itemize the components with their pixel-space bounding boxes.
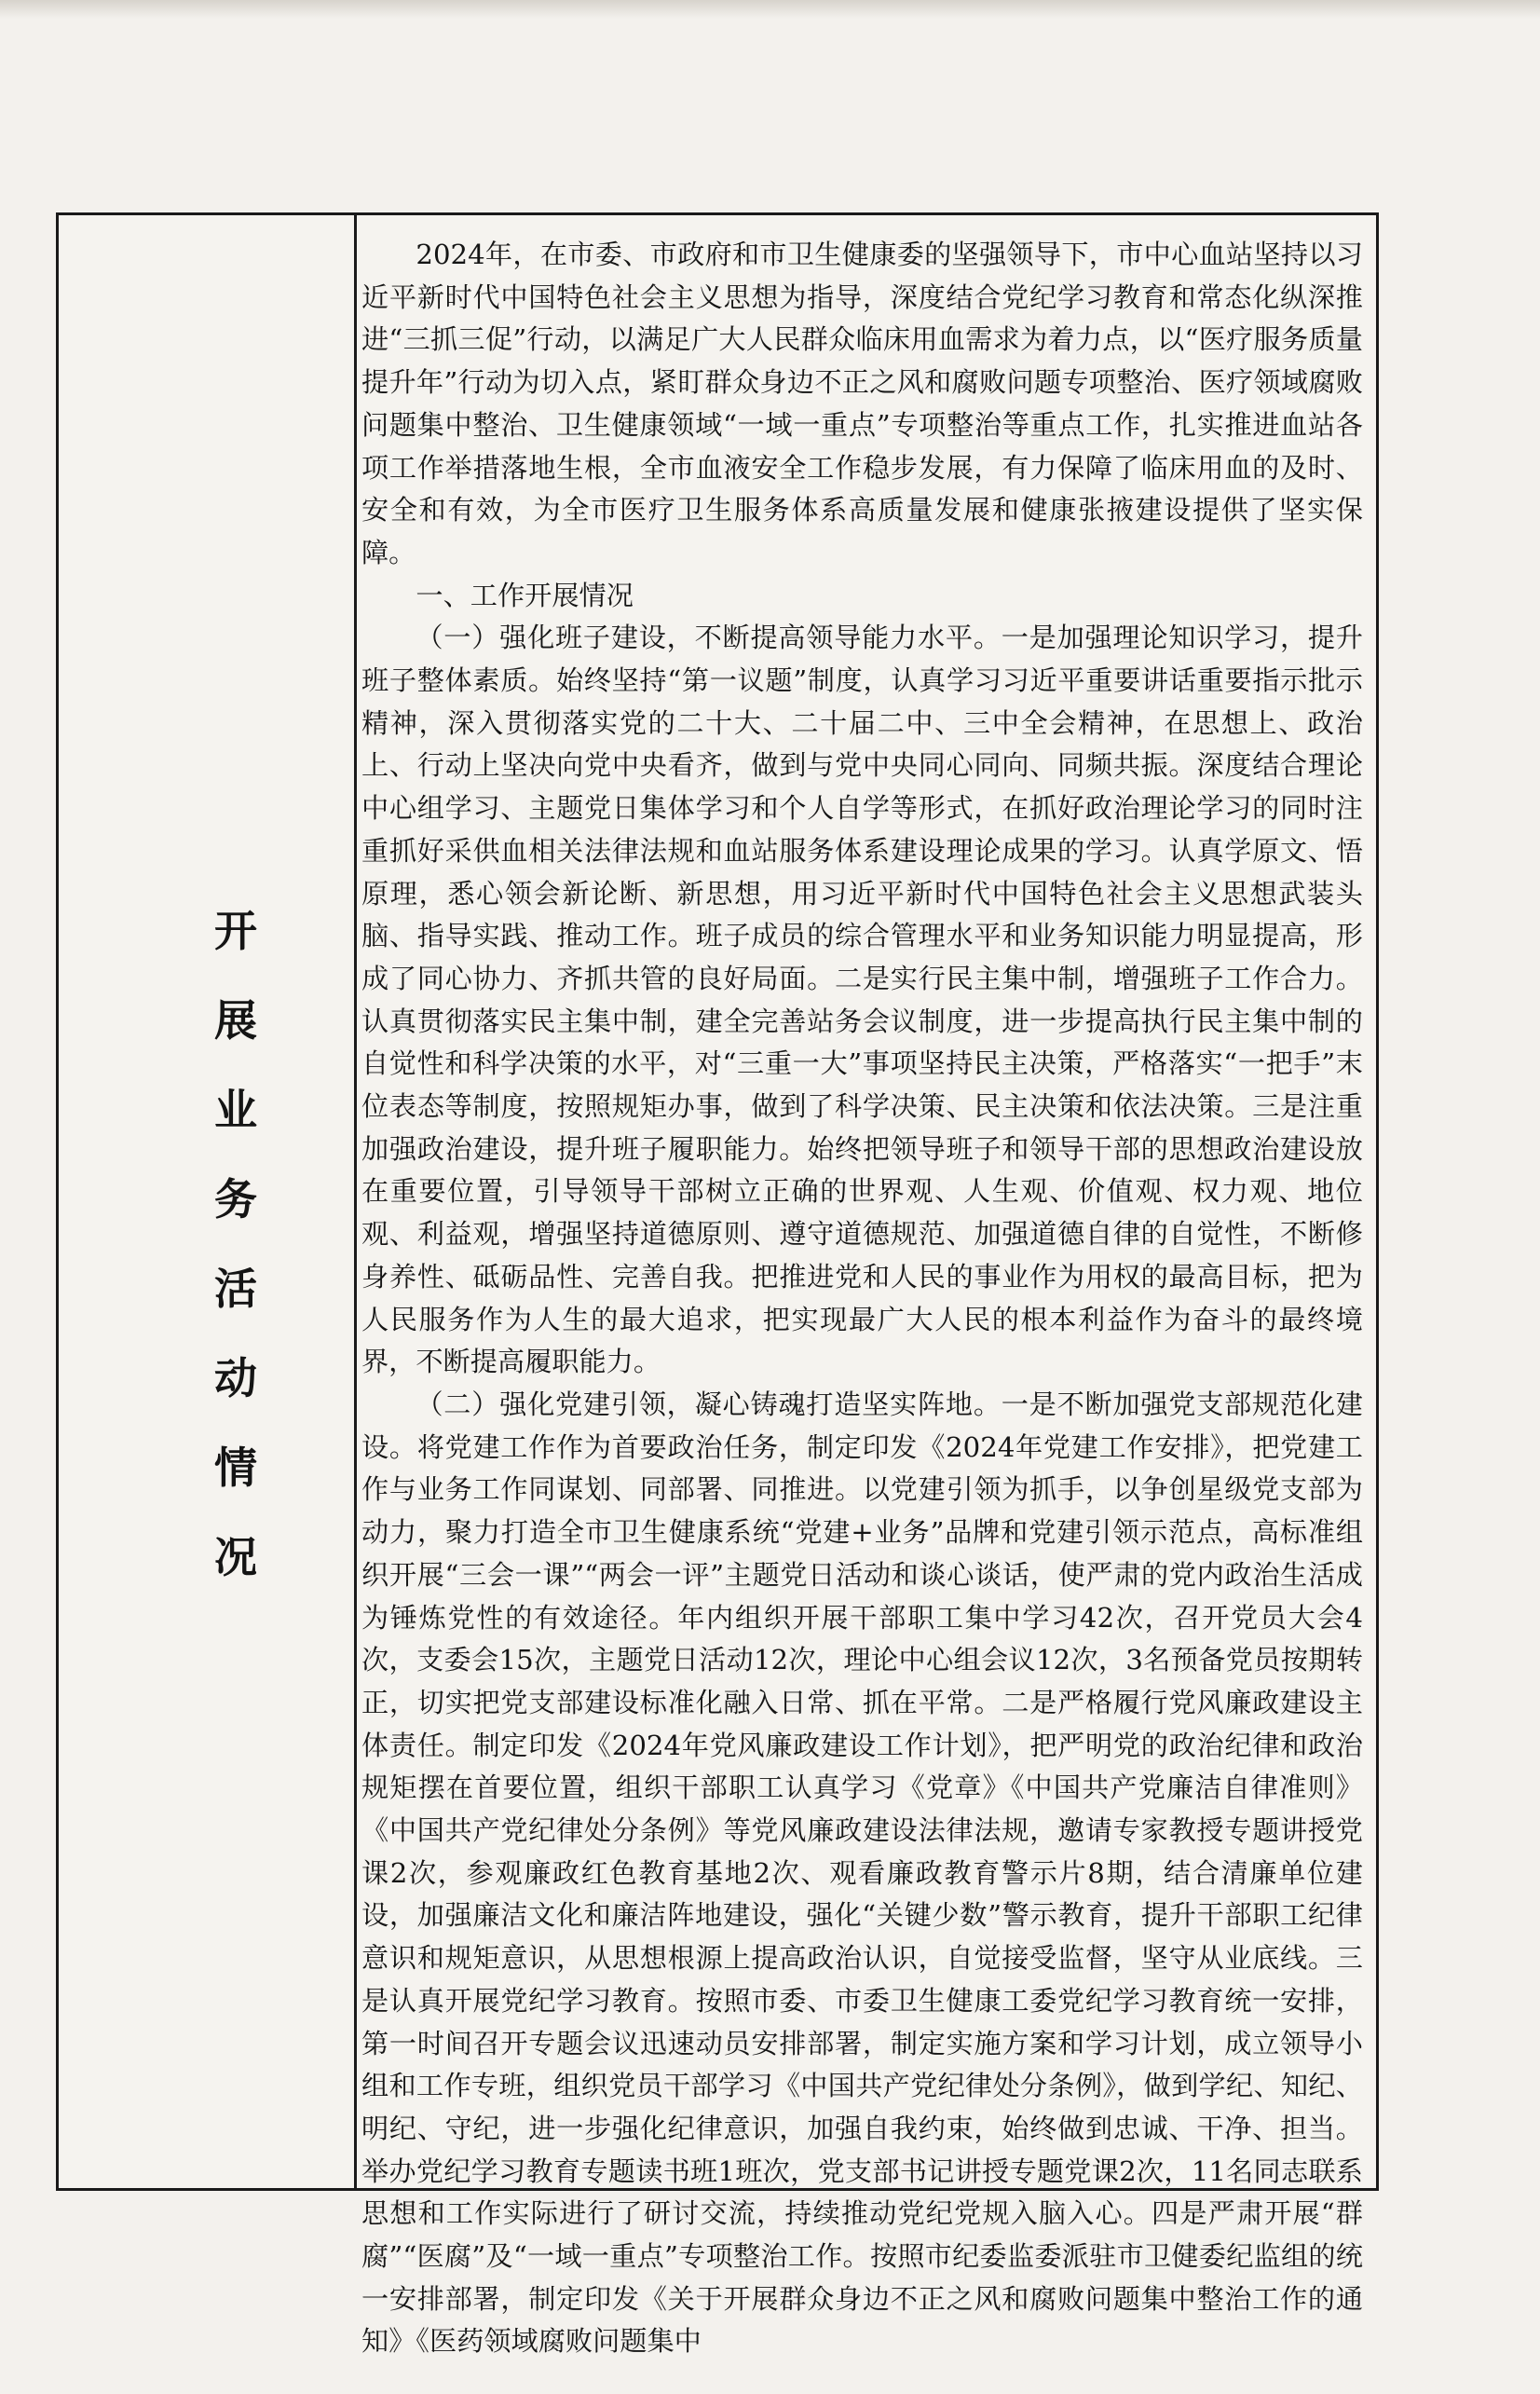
sidebar-title-char: 展 (214, 995, 257, 1046)
sidebar-title-char: 务 (214, 1174, 257, 1224)
section-heading: 一、工作开展情况 (416, 579, 634, 611)
sidebar-vertical-title (198, 886, 273, 1602)
paragraph-party-building: （二）强化党建引领，凝心铸魂打造坚实阵地。一是不断加强党支部规范化建设。将党建工作作为首要政治任务，制定印发《2024年党建工作安排》，把党建工作与业务工作同谋划、同部署、同推进。以党建引领为抓手，以争创星级党支部为动力，聚力打造全市卫生健康系统“党建+业务”品牌和党建引领示范点，高标准组织开展“三会一课”“两会一评”主题党日活动和谈心谈话，使严肃的党内政治生活成为锤炼党性的有效途径。年内组织开展干部职工集中学习42次，召开党员大会4次，支委会15次，主题党日活动12次，理论中心组会议12次，3名预备党员按期转正，切实把党支部建设标准化融入日常、抓在平常。二是严格履行党风廉政建设主体责任。制定印发《2024年党风廉政建设工作计划》，把严明党的政治纪律和政治规矩摆在首要位置，组织干部职工认真学习《党章》《中国共产党廉洁自律准则》《中国共产党纪律处分条例》等党风廉政建设法律法规，邀请专家教授专题讲授党课2次，参观廉政红色教育基地2次、观看廉政教育警示片8期，结合清廉单位建设，加强廉洁文化和廉洁阵地建设，强化“关键少数”警示教育，提升干部职工纪律意识和规矩意识，从思想根源上提高政治认识，自觉接受监督，坚守从业底线。三是认真开展党纪学习教育。按照市委、市委卫生健康工委党纪学习教育统一安排，第一时间召开专题会议迅速动员安排部署，制定实施方案和学习计划，成立领导小组和工作专班，组织党员干部学习《中国共产党纪律处分条例》，做到学纪、知纪、明纪、守纪，进一步强化纪律意识，加强自我约束，始终做到忠诚、干净、担当。举办党纪学习教育专题读书班1班次，党支部书记讲授专题党课2次，11名同志联系思想和工作实际进行了研讨交流，持续推动党纪党规入脑入心。四是严肃开展“群腐”“医腐”及“一域一重点”专项整治工作。按照市纪委监委派驻市卫健委纪监组的统一安排部署，制定印发《关于开展群众身边不正之风和腐败问题集中整治工作的通知》《医药领域腐败问题集中 (361, 1388, 1364, 2358)
sidebar-title-char: 况 (214, 1532, 257, 1582)
sidebar-title-char: 情 (214, 1443, 257, 1493)
sidebar-title-char: 开 (214, 906, 257, 956)
sidebar-title-char: 动 (214, 1353, 257, 1403)
paragraph-team-building: （一）强化班子建设，不断提高领导能力水平。一是加强理论知识学习，提升班子整体素质。始终坚持“第一议题”制度，认真学习习近平重要讲话重要指示批示精神，深入贯彻落实党的二十大、二十届二中、三中全会精神，在思想上、政治上、行动上坚决向党中央看齐，做到与党中央同心同向、同频共振。深度结合理论中心组学习、主题党日集体学习和个人自学等形式，在抓好政治理论学习的同时注重抓好采供血相关法律法规和血站服务体系建设理论成果的学习。认真学原文、悟原理，悉心领会新论断、新思想，用习近平新时代中国特色社会主义思想武装头脑、指导实践、推动工作。班子成员的综合管理水平和业务知识能力明显提高，形成了同心协力、齐抓共管的良好局面。二是实行民主集中制，增强班子工作合力。认真贯彻落实民主集中制，建全完善站务会议制度，进一步提高执行民主集中制的自觉性和科学决策的水平，对“三重一大”事项坚持民主决策，严格落实“一把手”末位表态等制度，按照规矩办事，做到了科学决策、民主决策和依法决策。三是注重加强政治建设，提升班子履职能力。始终把领导班子和领导干部的思想政治建设放在重要位置，引导领导干部树立正确的世界观、人生观、价值观、权力观、地位观、利益观，增强坚持道德原则、遵守道德规范、加强道德自律的自觉性，不断修身养性、砥砺品性、完善自我。把推进党和人民的事业作为用权的最高目标，把为人民服务作为人生的最大追求，把实现最广大人民的根本利益作为奋斗的最终境界，不断提高履职能力。 (361, 622, 1363, 1378)
sidebar-column (59, 215, 357, 2188)
report-table-frame (56, 212, 1379, 2358)
intro-paragraph: 2024年，在市委、市政府和市卫生健康委的坚强领导下，市中心血站坚持以习近平新时代中国特色社会主义思想为指导，深度结合党纪学习教育和常态化纵深推进“三抓三促”行动，以满足广大人民群众临床用血需求为着力点，以“医疗服务质量提升年”行动为切入点，紧盯群众身边不正之风和腐败问题专项整治、医疗领域腐败问题集中整治、卫生健康领域“一域一重点”专项整治等重点工作，扎实推进血站各项工作举措落地生根，全市血液安全工作稳步发展，有力保障了临床用血的及时、安全和有效，为全市医疗卫生服务体系高质量发展和健康张掖建设提供了坚实保障。 (361, 239, 1363, 568)
body-text (361, 234, 1364, 2358)
page-top-edge (0, 0, 1540, 19)
sidebar-title-char: 业 (214, 1085, 257, 1135)
sidebar-title-char: 活 (214, 1264, 257, 1314)
